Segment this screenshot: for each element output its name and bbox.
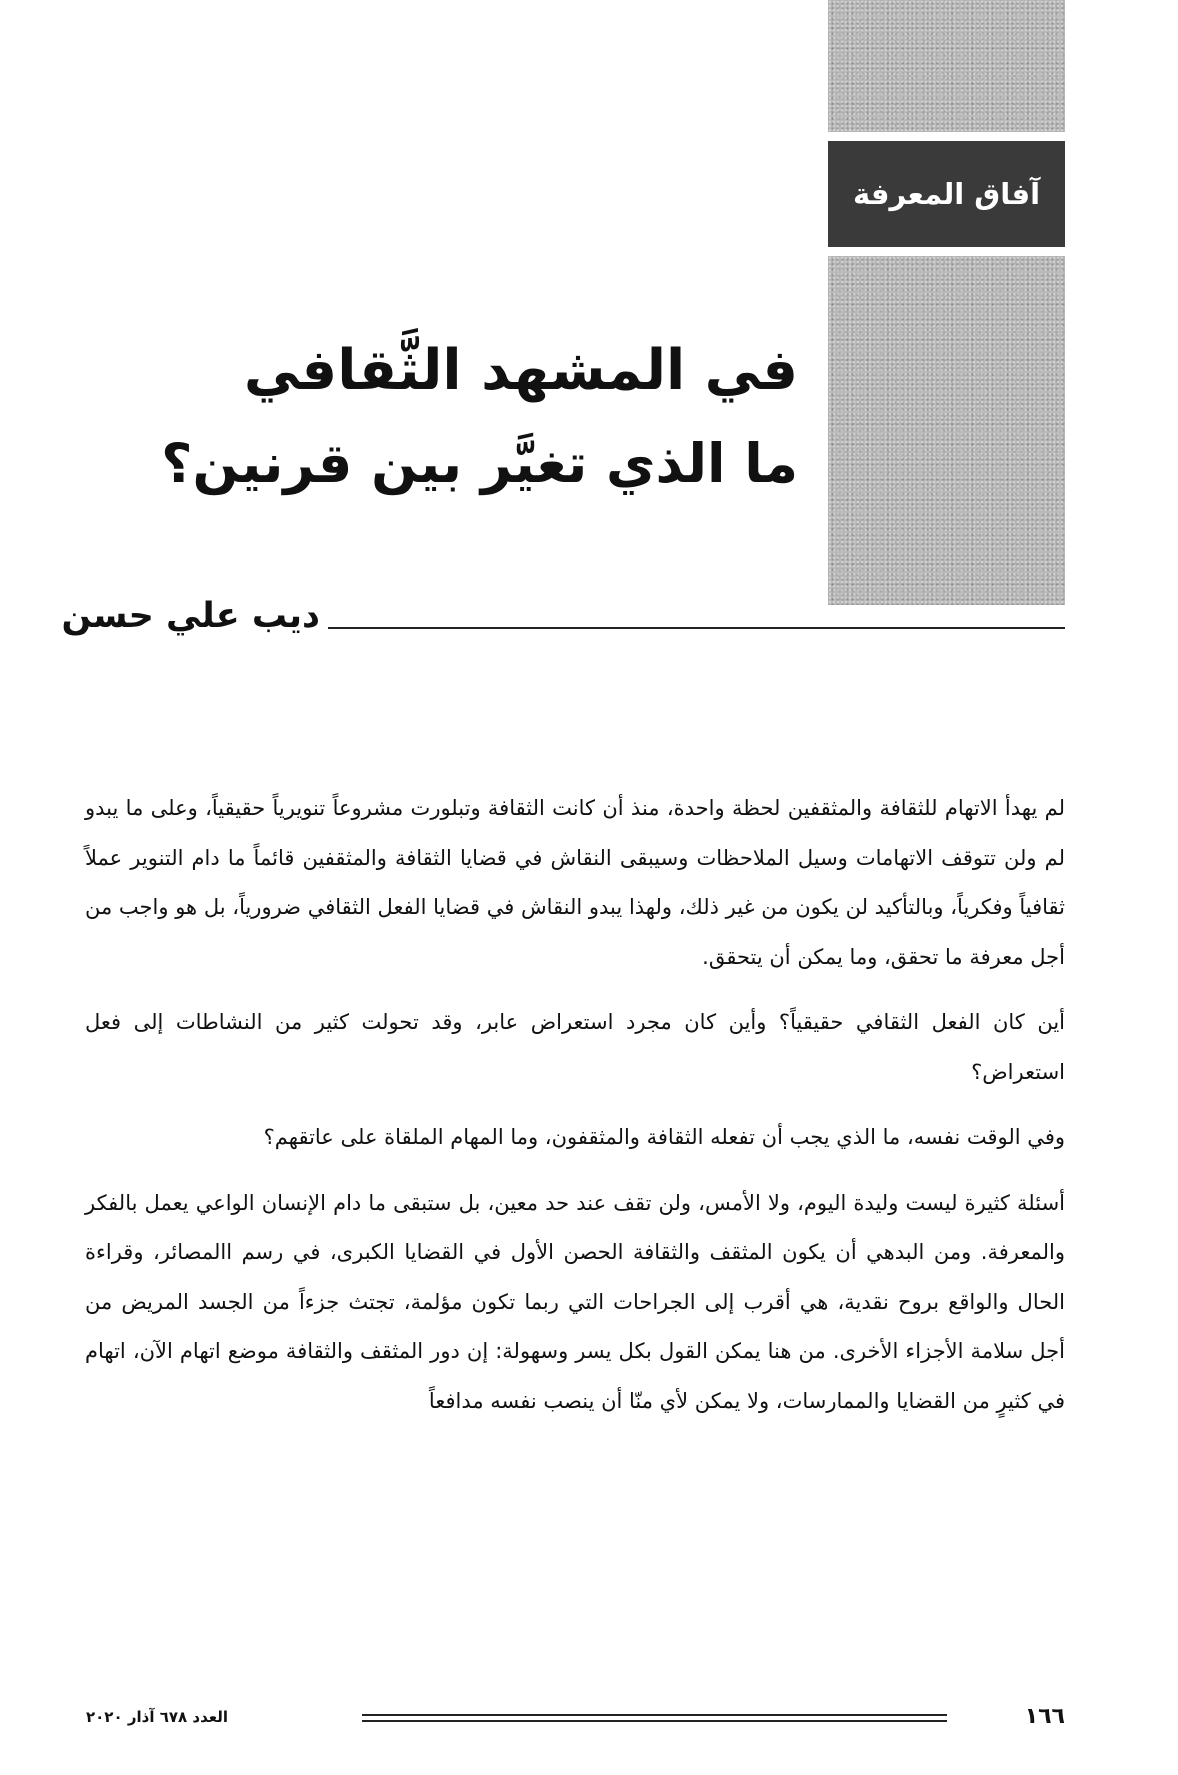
article-paragraph: أين كان الفعل الثقافي حقيقياً؟ وأين كان مجرد استعراض عابر، وقد تحولت كثير من النشاطات إلى فعل استعراض؟	[85, 1010, 1065, 1084]
page-number: ١٦٦	[1024, 1704, 1065, 1729]
decorative-gray-block-top	[828, 0, 1065, 132]
author-name: ديب علي حسن	[61, 596, 320, 636]
article-paragraph: لم يهدأ الاتهام للثقافة والمثقفين لحظة واحدة، منذ أن كانت الثقافة وتبلورت مشروعاً تنويرياً حقيقياً، وعلى ما يبدو لم ولن تتوقف الاتهامات وسيل الملاحظات وسيبقى النقاش في قضايا الثقافة والمثقفين قائماً ما دام التنوير عملاً ثقافياً وفكرياً، وبالتأكيد لن يكون من غير ذلك، ولهذا يبدو النقاش في قضايا الفعل الثقافي ضرورياً، بل هو واجب من أجل معرفة ما تحقق، وما يمكن أن يتحقق.	[85, 796, 1065, 969]
article-paragraph: أسئلة كثيرة ليست وليدة اليوم، ولا الأمس، ولن تقف عند حد معين، بل ستبقى ما دام الإنسان الواعي يعمل بالفكر والمعرفة. ومن البدهي أن يكون المثقف والثقافة الحصن الأول في القضايا الكبرى، في رسم االمصائر، وقراءة الحال والواقع بروح نقدية، هي أقرب إلى الجراحات التي ربما تكون مؤلمة، تجتث جزءاً من الجسد المريض من أجل سلامة الأجزاء الأخرى. من هنا يمكن القول بكل يسر وسهولة: إن دور المثقف والثقافة موضع اتهام الآن، اتهام في كثيرٍ من القضايا والممارسات، ولا يمكن لأي منّا أن ينصب نفسه مدافعاً	[85, 1190, 1065, 1413]
article-title-line-1: في المشهد الثَّقافي	[243, 338, 798, 403]
article-paragraph: وفي الوقت نفسه، ما الذي يجب أن تفعله الثقافة والمثقفون، وما المهام الملقاة على عاتقهم؟	[263, 1125, 1065, 1149]
author-divider	[328, 627, 1065, 629]
article-body	[85, 784, 1065, 1426]
issue-info: العدد ٦٧٨ آذار ٢٠٢٠	[86, 1708, 228, 1726]
section-label: آفاق المعرفة	[828, 141, 1065, 247]
decorative-gray-block-bottom	[828, 256, 1065, 605]
footer-divider	[362, 1714, 947, 1722]
article-title-line-2: ما الذي تغيَّر بين قرنين؟	[161, 432, 798, 495]
